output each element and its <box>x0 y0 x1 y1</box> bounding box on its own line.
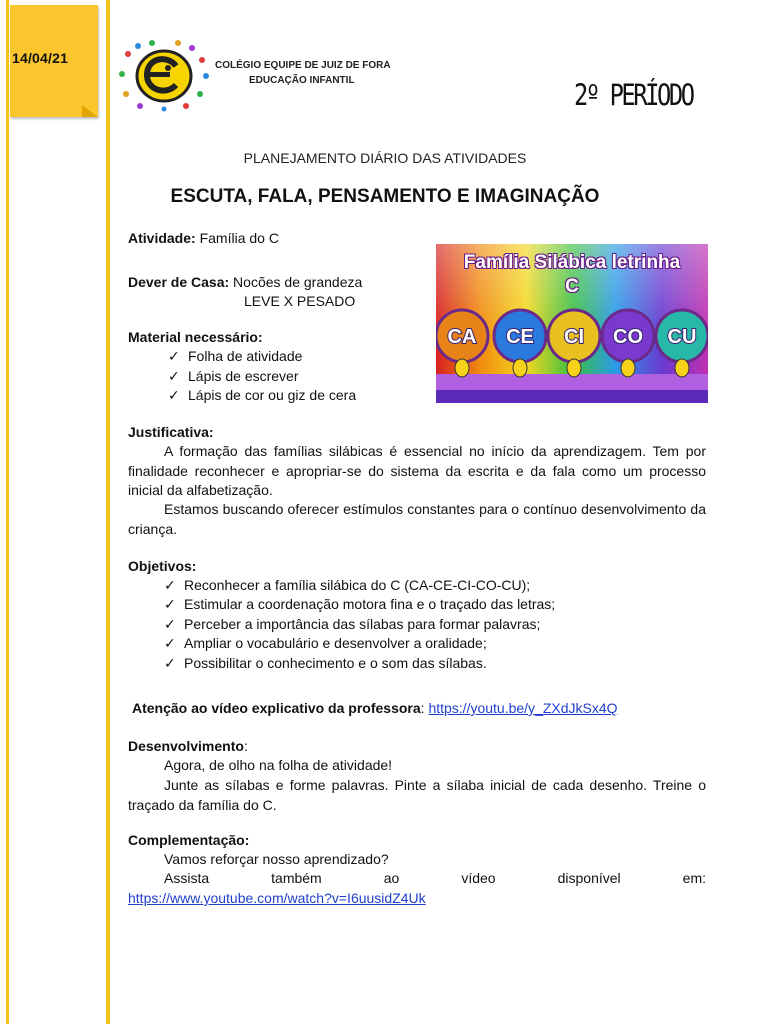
logo-dot <box>199 57 205 63</box>
objective-item: ✓ Perceber a importância das sílabas para formar palavras; <box>164 615 540 635</box>
logo-dot <box>123 91 129 97</box>
school-logo <box>116 40 212 112</box>
material-item: ✓ Folha de atividade <box>168 347 302 367</box>
complement-link-line <box>128 889 426 909</box>
objectives-label: Objetivos: <box>128 558 197 574</box>
banner-letter: C <box>565 276 579 297</box>
activity-label: Atividade: <box>128 230 196 246</box>
homework-line <box>128 273 362 293</box>
logo-dot <box>125 51 131 57</box>
homework-label: Dever de Casa: <box>128 274 230 290</box>
check-icon: ✓ <box>168 387 180 403</box>
development-sep: : <box>243 738 248 754</box>
minion-figure <box>513 359 527 377</box>
check-icon: ✓ <box>164 596 176 612</box>
logo-dot <box>175 40 181 46</box>
complement-word: Assista <box>164 870 210 886</box>
complement-word: em: <box>682 870 706 886</box>
minion-figure <box>455 359 469 377</box>
logo-dot <box>135 43 141 49</box>
complement-video-link[interactable]: https://www.youtube.com/watch?v=I6uusidZ4Uk <box>128 890 426 906</box>
syllable-label: CE <box>506 326 534 348</box>
video-line <box>132 699 618 719</box>
syllable-label: CI <box>564 326 584 348</box>
logo-dot <box>162 107 167 112</box>
syllable-label: CU <box>667 326 697 348</box>
homework-value-2: LEVE X PESADO <box>244 293 356 309</box>
homework-value: Nocões de grandeza <box>229 274 363 290</box>
justification-label: Justificativa: <box>128 424 214 440</box>
video-label: Atenção ao vídeo explicativo da professora <box>132 700 421 716</box>
complement-word: também <box>271 870 322 886</box>
complement-line-1: Vamos reforçar nosso aprendizado? <box>164 851 389 867</box>
field-title: ESCUTA, FALA, PENSAMENTO E IMAGINAÇÃO <box>170 186 600 207</box>
materials-label: Material necessário: <box>128 329 263 345</box>
school-name: COLÉGIO EQUIPE DE JUIZ DE FORA <box>215 60 391 71</box>
minion-figure <box>675 359 689 377</box>
syllable-label: CO <box>613 326 643 348</box>
development-label: Desenvolvimento <box>128 738 244 754</box>
objective-item: ✓ Estimular a coordenação motora fina e o traçado das letras; <box>164 595 555 615</box>
material-item: ✓ Lápis de cor ou giz de cera <box>168 386 356 406</box>
period-heading: 2º PERÍODO <box>574 78 693 112</box>
development-line-1: Agora, de olho na folha de atividade! <box>164 757 393 773</box>
video-sep: : <box>420 700 429 716</box>
syllable-label: CA <box>447 326 477 348</box>
logo-dot <box>203 73 209 79</box>
school-subtitle: EDUCAÇÃO INFANTIL <box>249 75 355 86</box>
complement-word: disponível <box>557 870 621 886</box>
objective-item: ✓ Possibilitar o conhecimento e o som das sílabas. <box>164 654 487 674</box>
activity-line <box>128 229 279 249</box>
complement-line-2 <box>164 869 706 889</box>
material-item: ✓ Lápis de escrever <box>168 367 299 387</box>
logo-bar <box>148 72 170 77</box>
minion-figure <box>621 359 635 377</box>
logo-eye <box>165 65 171 71</box>
check-icon: ✓ <box>164 655 176 671</box>
justification-paragraph: A formação das famílias silábicas é essencial no início da aprendizagem. Tem por finalidade reconhecer e apropriar-se do sistema da escrita e da fala como um processo inicial da alfabetização. <box>128 443 706 498</box>
objective-item: ✓ Reconhecer a família silábica do C (CA-CE-CI-CO-CU); <box>164 576 530 596</box>
logo-dot <box>149 40 155 46</box>
justification-paragraph-2-line1: Estamos buscando oferecer estímulos constantes para o contínuo desenvolvimento da criança. <box>128 501 706 537</box>
objective-item: ✓ Ampliar o vocabulário e desenvolver a oralidade; <box>164 634 487 654</box>
logo-dot <box>119 71 125 77</box>
date-label: 14/04/21 <box>12 50 69 66</box>
banner-floor-stripe <box>436 390 708 403</box>
complement-word: vídeo <box>461 870 496 886</box>
minion-figure <box>567 359 581 377</box>
check-icon: ✓ <box>168 368 180 384</box>
check-icon: ✓ <box>164 616 176 632</box>
development-paragraph: Junte as sílabas e forme palavras. Pinte a sílaba inicial de cada desenho. Treine o traçado da família do C. <box>128 777 706 813</box>
plan-title: PLANEJAMENTO DIÁRIO DAS ATIVIDADES <box>243 150 527 166</box>
banner-title: Família Silábica letrinha <box>463 252 681 273</box>
check-icon: ✓ <box>168 348 180 364</box>
teacher-video-link[interactable]: https://youtu.be/y_ZXdJkSx4Q <box>428 700 618 716</box>
note-fold <box>82 105 98 117</box>
check-icon: ✓ <box>164 635 176 651</box>
development-heading <box>128 737 248 757</box>
complement-word: ao <box>383 870 400 886</box>
syllable-banner <box>436 244 708 403</box>
check-icon: ✓ <box>164 577 176 593</box>
complement-label: Complementação: <box>128 832 250 848</box>
activity-value: Família do C <box>195 230 279 246</box>
logo-dot <box>183 103 189 109</box>
logo-dot <box>197 91 203 97</box>
logo-dot <box>189 45 195 51</box>
logo-dot <box>137 103 143 109</box>
